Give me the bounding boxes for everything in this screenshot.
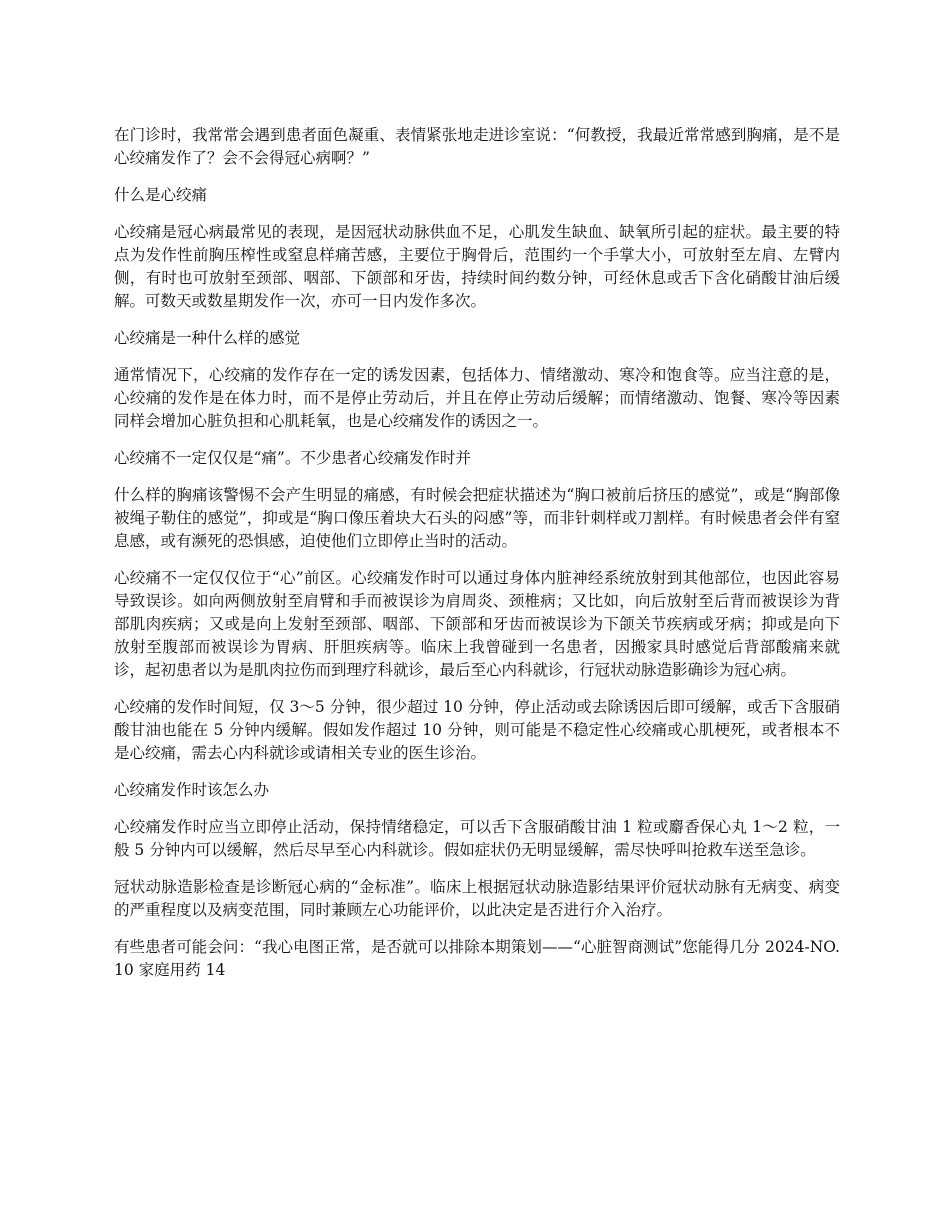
section-heading-angina-feeling: 心绞痛是一种什么样的感觉	[114, 329, 301, 347]
paragraph-duration: 心绞痛的发作时间短，仅 3～5 分钟，很少超过 10 分钟，停止活动或去除诱因后即可缓解，或舌下含服硝酸甘油也能在 5 分钟内缓解。假如发作超过 10 分钟，则可能是不稳定性心绞痛或心肌梗死，或者根本不是心绞痛，需去心内科就诊或请相关专业的医生诊治。	[114, 698, 840, 762]
paragraph-closing-footer: 有些患者可能会问：“我心电图正常，是否就可以排除本期策划——“心脏智商测试”您能得几分 2024-NO.10 家庭用药 14	[114, 938, 840, 979]
paragraph-pain-location: 心绞痛不一定仅仅位于“心”前区。心绞痛发作时可以通过身体内脏神经系统放射到其他部位，也因此容易导致误诊。如向两侧放射至肩臂和手而被误诊为肩周炎、颈椎病；又比如，向后放射至后背而被误诊为背部肌肉疾病；又或是向上发射至颈部、咽部、下颌部和牙齿而被误诊为下颌关节疾病或牙病；抑或是向下放射至腹部而被误诊为胃病、肝胆疾病等。临床上我曾碰到一名患者，因搬家具时感觉后背部酸痛来就诊，起初患者以为是肌肉拉伤而到理疗科就诊，最后至心内科就诊，行冠状动脉造影确诊为冠心病。	[114, 569, 840, 679]
paragraph-first-aid: 心绞痛发作时应当立即停止活动，保持情绪稳定，可以舌下含服硝酸甘油 1 粒或麝香保心丸 1～2 粒，一般 5 分钟内可以缓解，然后尽早至心内科就诊。假如症状仍无明显缓解，需尽快呼叫抢救车送至急诊。	[114, 818, 840, 859]
paragraph-triggers: 通常情况下，心绞痛的发作存在一定的诱发因素，包括体力、情绪激动、寒冷和饱食等。应当注意的是，心绞痛的发作是在体力时，而不是停止劳动后，并且在停止劳动后缓解；而情绪激动、饱餐、寒冷等因素同样会增加心脏负担和心肌耗氧，也是心绞痛发作的诱因之一。	[114, 366, 840, 430]
paragraph-angina-definition: 心绞痛是冠心病最常见的表现，是因冠状动脉供血不足，心肌发生缺血、缺氧所引起的症状。最主要的特点为发作性前胸压榨性或窒息样痛苦感，主要位于胸骨后，范围约一个手掌大小，可放射至左肩、左臂内侧，有时也可放射至颈部、咽部、下颌部和牙齿，持续时间约数分钟，可经休息或舌下含化硝酸甘油后缓解。可数天或数星期发作一次，亦可一日内发作多次。	[114, 223, 840, 310]
section-heading-what-is-angina: 什么是心绞痛	[114, 186, 208, 204]
section-heading-not-just-pain: 心绞痛不一定仅仅是“痛”。不少患者心绞痛发作时并	[114, 449, 471, 467]
intro-paragraph: 在门诊时，我常常会遇到患者面色凝重、表情紧张地走进诊室说：“何教授，我最近常常感到胸痛，是不是心绞痛发作了？会不会得冠心病啊？”	[114, 126, 840, 167]
paragraph-angiography: 冠状动脉造影检查是诊断冠心病的“金标准”。临床上根据冠状动脉造影结果评价冠状动脉有无病变、病变的严重程度以及病变范围，同时兼顾左心功能评价，以此决定是否进行介入治疗。	[114, 878, 840, 919]
section-heading-what-to-do: 心绞痛发作时该怎么办	[114, 781, 270, 799]
paragraph-pain-description: 什么样的胸痛该警惕不会产生明显的痛感，有时候会把症状描述为“胸口被前后挤压的感觉”，或是“胸部像被绳子勒住的感觉”，抑或是“胸口像压着块大石头的闷感”等，而非针刺样或刀割样。有时候患者会伴有窒息感，或有濒死的恐惧感，迫使他们立即停止当时的活动。	[114, 486, 840, 550]
